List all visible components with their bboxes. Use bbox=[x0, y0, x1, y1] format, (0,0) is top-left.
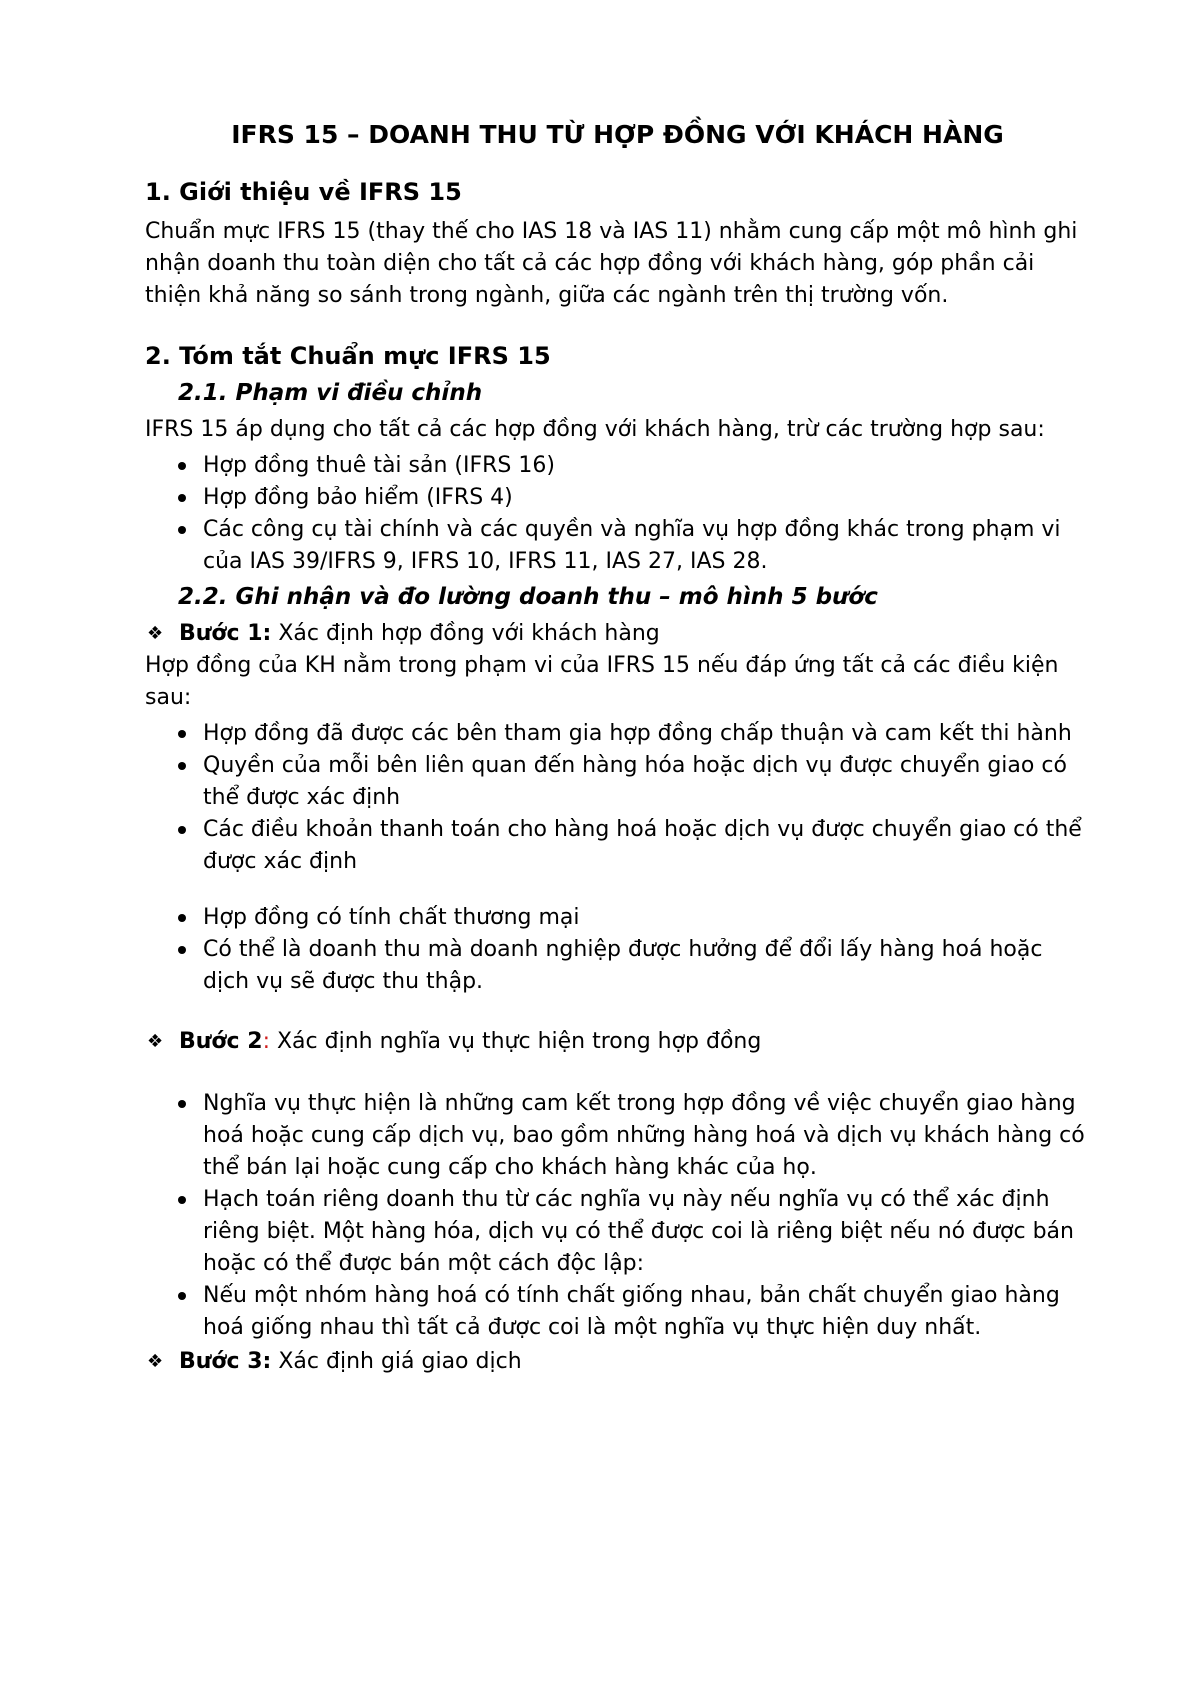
subsection-2-1-intro: IFRS 15 áp dụng cho tất cả các hợp đồng với khách hàng, trừ các trường hợp sau: bbox=[145, 417, 1045, 442]
spacer bbox=[145, 1058, 1090, 1084]
step-2-label: Bước 2 bbox=[179, 1029, 263, 1054]
list-item: Các điều khoản thanh toán cho hàng hoá hoặc dịch vụ được chuyển giao có thể được xác định bbox=[175, 814, 1090, 878]
step-1-conditions-list-continued bbox=[145, 902, 1090, 998]
step-2-colon: : bbox=[262, 1029, 270, 1054]
list-item: Có thể là doanh thu mà doanh nghiệp được hưởng để đổi lấy hàng hoá hoặc dịch vụ sẽ được thu thập. bbox=[175, 934, 1090, 998]
step-1-text: Xác định hợp đồng với khách hàng bbox=[271, 621, 660, 646]
section-2-heading: 2. Tóm tắt Chuẩn mực IFRS 15 bbox=[145, 342, 551, 370]
list-item: Nếu một nhóm hàng hoá có tính chất giống nhau, bản chất chuyển giao hàng hoá giống nhau thì tất cả được coi là một nghĩa vụ thực hiện duy nhất. bbox=[175, 1280, 1090, 1344]
spacer bbox=[145, 1000, 1090, 1026]
diamond-bullet-icon: ❖ bbox=[147, 1031, 164, 1052]
section-1-body: Chuẩn mực IFRS 15 (thay thế cho IAS 18 và IAS 11) nhằm cung cấp một mô hình ghi nhận doanh thu toàn diện cho tất cả các hợp đồng với khách hàng, góp phần cải thiện khả năng so sánh trong ngành, giữa các ngành trên thị trường vốn. bbox=[145, 219, 1078, 308]
list-item: Hợp đồng thuê tài sản (IFRS 16) bbox=[175, 450, 1090, 482]
subsection-2-1-heading: 2.1. Phạm vi điều chỉnh bbox=[178, 380, 483, 406]
list-item: Hợp đồng bảo hiểm (IFRS 4) bbox=[175, 482, 1090, 514]
step-1-heading bbox=[145, 618, 1090, 650]
list-item: Hợp đồng có tính chất thương mại bbox=[175, 902, 1090, 934]
step-1-label: Bước 1: bbox=[179, 621, 272, 646]
spacer bbox=[145, 880, 1090, 898]
step-2-heading bbox=[145, 1026, 1090, 1058]
step-3-text: Xác định giá giao dịch bbox=[271, 1349, 522, 1374]
step-3-heading bbox=[145, 1346, 1090, 1378]
step-1-intro: Hợp đồng của KH nằm trong phạm vi của IFRS 15 nếu đáp ứng tất cả các điều kiện sau: bbox=[145, 653, 1059, 710]
section-1-heading: 1. Giới thiệu về IFRS 15 bbox=[145, 178, 462, 206]
list-item: Nghĩa vụ thực hiện là những cam kết trong hợp đồng về việc chuyển giao hàng hoá hoặc cung cấp dịch vụ, bao gồm những hàng hoá và dịch vụ khách hàng có thể bán lại hoặc cung cấp cho khách hàng khác của họ. bbox=[175, 1088, 1090, 1184]
list-item: Hợp đồng đã được các bên tham gia hợp đồng chấp thuận và cam kết thi hành bbox=[175, 718, 1090, 750]
diamond-bullet-icon: ❖ bbox=[147, 623, 164, 644]
list-item: Hạch toán riêng doanh thu từ các nghĩa vụ này nếu nghĩa vụ có thể xác định riêng biệt. Một hàng hóa, dịch vụ có thể được coi là riêng biệt nếu nó được bán hoặc có thể được bán một cách độc lập: bbox=[175, 1184, 1090, 1280]
step-2-text: Xác định nghĩa vụ thực hiện trong hợp đồng bbox=[269, 1029, 762, 1054]
step-3-label: Bước 3: bbox=[179, 1349, 272, 1374]
list-item: Các công cụ tài chính và các quyền và nghĩa vụ hợp đồng khác trong phạm vi của IAS 39/IFRS 9, IFRS 10, IFRS 11, IAS 27, IAS 28. bbox=[175, 514, 1090, 578]
diamond-bullet-icon: ❖ bbox=[147, 1351, 164, 1372]
step-1-conditions-list bbox=[145, 718, 1090, 878]
list-item: Quyền của mỗi bên liên quan đến hàng hóa hoặc dịch vụ được chuyển giao có thể được xác định bbox=[175, 750, 1090, 814]
subsection-2-2-heading: 2.2. Ghi nhận và đo lường doanh thu – mô hình 5 bước bbox=[178, 584, 878, 610]
step-2-list bbox=[145, 1088, 1090, 1344]
scope-exclusions-list bbox=[145, 450, 1090, 578]
document-title: IFRS 15 – DOANH THU TỪ HỢP ĐỒNG VỚI KHÁCH HÀNG bbox=[231, 120, 1004, 149]
